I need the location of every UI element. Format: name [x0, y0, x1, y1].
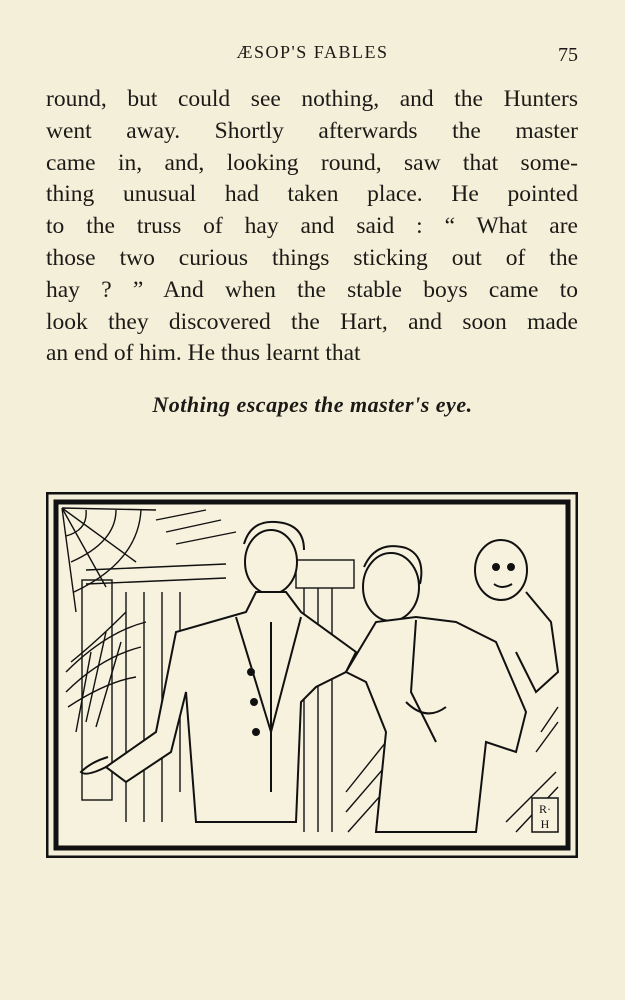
text-line: look they discovered the Hart, and soon made — [46, 308, 578, 335]
running-head-title: ÆSOP'S FABLES — [236, 42, 389, 62]
illustration-drawing — [46, 492, 578, 858]
text-line: thing unusual had taken place. He pointed — [46, 181, 578, 208]
fable-illustration — [46, 492, 578, 858]
monogram-letters: R· — [539, 802, 551, 816]
artist-monogram — [532, 798, 558, 832]
text-line: hay ? ” And when the stable boys came to — [46, 276, 578, 303]
text-line: those two curious things sticking out of the — [46, 244, 578, 271]
text-line: went away. Shortly afterwards the master — [46, 117, 578, 144]
text-line: an end of him. He thus learnt that — [46, 340, 361, 367]
text-line: round, but could see nothing, and the Hunters — [46, 86, 578, 112]
page-number: 75 — [558, 44, 578, 66]
text-line: came in, and, looking round, saw that some- — [46, 149, 578, 176]
body-paragraph — [46, 84, 578, 370]
fable-moral: Nothing escapes the master's eye. — [152, 392, 473, 417]
text-line: to the truss of hay and said : “ What are — [46, 213, 578, 240]
running-head — [0, 42, 625, 68]
svg-text:H: H — [540, 817, 550, 831]
